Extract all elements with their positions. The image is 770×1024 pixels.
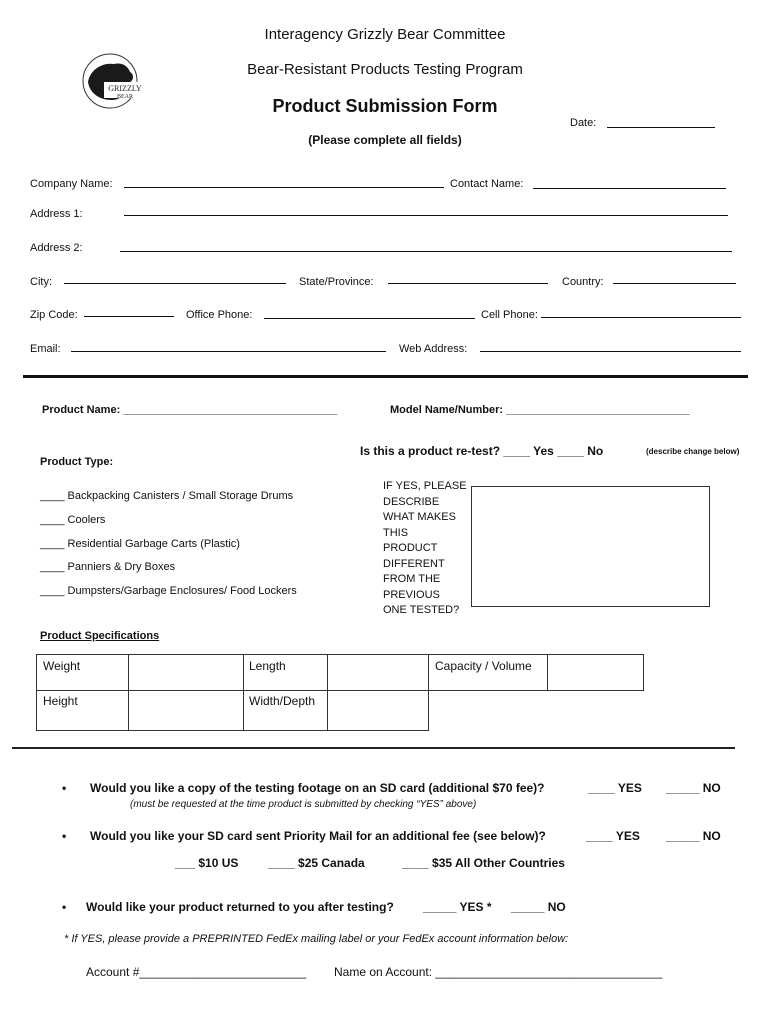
form-title: Product Submission Form <box>272 96 498 116</box>
sd-card-note: (must be requested at the time product is submitted by checking “YES” above) <box>130 799 477 810</box>
company-name-label: Company Name: <box>30 178 113 190</box>
product-type-option[interactable]: ____ Residential Garbage Carts (Plastic) <box>40 538 240 550</box>
state-label: State/Province: <box>299 276 374 288</box>
name-on-account-field[interactable]: Name on Account: __________________________________ <box>334 965 663 979</box>
model-number-label: Model Name/Number: ______________________________ <box>390 404 690 416</box>
sd-no-option[interactable]: _____ NO <box>666 781 721 795</box>
address1-field[interactable] <box>124 215 728 216</box>
length-label: Length <box>249 659 286 673</box>
address2-field[interactable] <box>120 251 732 252</box>
program-name: Bear-Resistant Products Testing Program <box>247 61 523 78</box>
product-type-option[interactable]: ____ Panniers & Dry Boxes <box>40 561 176 573</box>
cell-phone-label: Cell Phone: <box>481 309 538 321</box>
retest-note: (describe change below) <box>646 447 740 456</box>
state-field[interactable] <box>388 283 548 284</box>
product-type-option[interactable]: ____ Dumpsters/Garbage Enclosures/ Food Lockers <box>40 585 297 597</box>
product-type-option[interactable]: ____ Backpacking Canisters / Small Storage Drums <box>40 490 294 502</box>
height-label: Height <box>43 694 78 708</box>
office-phone-label: Office Phone: <box>186 309 253 321</box>
if-yes-instructions: IF YES, PLEASE DESCRIBE WHAT MAKES THIS PRODUCT DIFFERENT FROM THE PREVIOUS ONE TESTED? <box>383 480 467 616</box>
fee-us-option[interactable]: ___ $10 US <box>175 856 239 870</box>
email-label: Email: <box>30 343 61 355</box>
city-field[interactable] <box>64 283 286 284</box>
mail-yes-option[interactable]: ____ YES <box>586 829 640 843</box>
form-instructions: (Please complete all fields) <box>308 133 462 147</box>
address2-label: Address 2: <box>30 242 83 254</box>
options-divider <box>12 747 735 749</box>
bullet: • <box>62 900 67 914</box>
retest-question: Is this a product re-test? ____ Yes ____ No <box>360 444 604 458</box>
account-number-field[interactable]: Account #_________________________ <box>86 965 307 979</box>
weight-value-cell[interactable] <box>128 654 244 691</box>
return-question: Would like your product returned to you after testing? <box>86 900 394 914</box>
city-label: City: <box>30 276 52 288</box>
cell-phone-field[interactable] <box>541 317 741 318</box>
web-label: Web Address: <box>399 343 468 355</box>
priority-mail-question: Would you like your SD card sent Priority Mail for an additional fee (see below)? <box>90 829 546 843</box>
capacity-label: Capacity / Volume <box>435 659 532 673</box>
address1-label: Address 1: <box>30 208 83 220</box>
width-depth-label: Width/Depth <box>249 694 316 708</box>
office-phone-field[interactable] <box>264 318 475 319</box>
product-name-label: Product Name: ___________________________________ <box>42 404 338 416</box>
date-field[interactable] <box>607 127 715 128</box>
sd-card-question: Would you like a copy of the testing footage on an SD card (additional $70 fee)? <box>90 781 545 795</box>
bullet: • <box>62 829 67 843</box>
specs-heading: Product Specifications <box>40 630 160 642</box>
date-label: Date: <box>570 117 597 129</box>
sd-yes-option[interactable]: ____ YES <box>588 781 642 795</box>
fee-other-option[interactable]: ____ $35 All Other Countries <box>402 856 565 870</box>
height-value-cell[interactable] <box>128 690 244 731</box>
fedex-footnote: * If YES, please provide a PREPRINTED FedEx mailing label or your FedEx account information below: <box>64 933 569 945</box>
svg-text:BEAR: BEAR <box>116 94 134 100</box>
org-name: Interagency Grizzly Bear Committee <box>264 26 506 43</box>
product-type-label: Product Type: <box>40 456 114 468</box>
width-depth-value-cell[interactable] <box>327 690 429 731</box>
zip-field[interactable] <box>84 316 174 317</box>
web-field[interactable] <box>480 351 741 352</box>
section-divider <box>23 375 748 378</box>
contact-name-field[interactable] <box>533 188 726 189</box>
return-yes-option[interactable]: _____ YES * <box>423 900 492 914</box>
email-field[interactable] <box>71 351 386 352</box>
change-description-box[interactable] <box>471 486 710 607</box>
length-value-cell[interactable] <box>327 654 429 691</box>
product-type-option[interactable]: ____ Coolers <box>40 514 106 526</box>
fee-canada-option[interactable]: ____ $25 Canada <box>268 856 365 870</box>
capacity-value-cell[interactable] <box>547 654 644 691</box>
bullet: • <box>62 781 67 795</box>
weight-label: Weight <box>43 659 81 673</box>
country-label: Country: <box>562 276 604 288</box>
company-name-field[interactable] <box>124 187 444 188</box>
return-no-option[interactable]: _____ NO <box>511 900 566 914</box>
zip-label: Zip Code: <box>30 309 78 321</box>
svg-text:GRIZZLY: GRIZZLY <box>108 84 142 93</box>
mail-no-option[interactable]: _____ NO <box>666 829 721 843</box>
country-field[interactable] <box>613 283 736 284</box>
contact-name-label: Contact Name: <box>450 178 524 190</box>
